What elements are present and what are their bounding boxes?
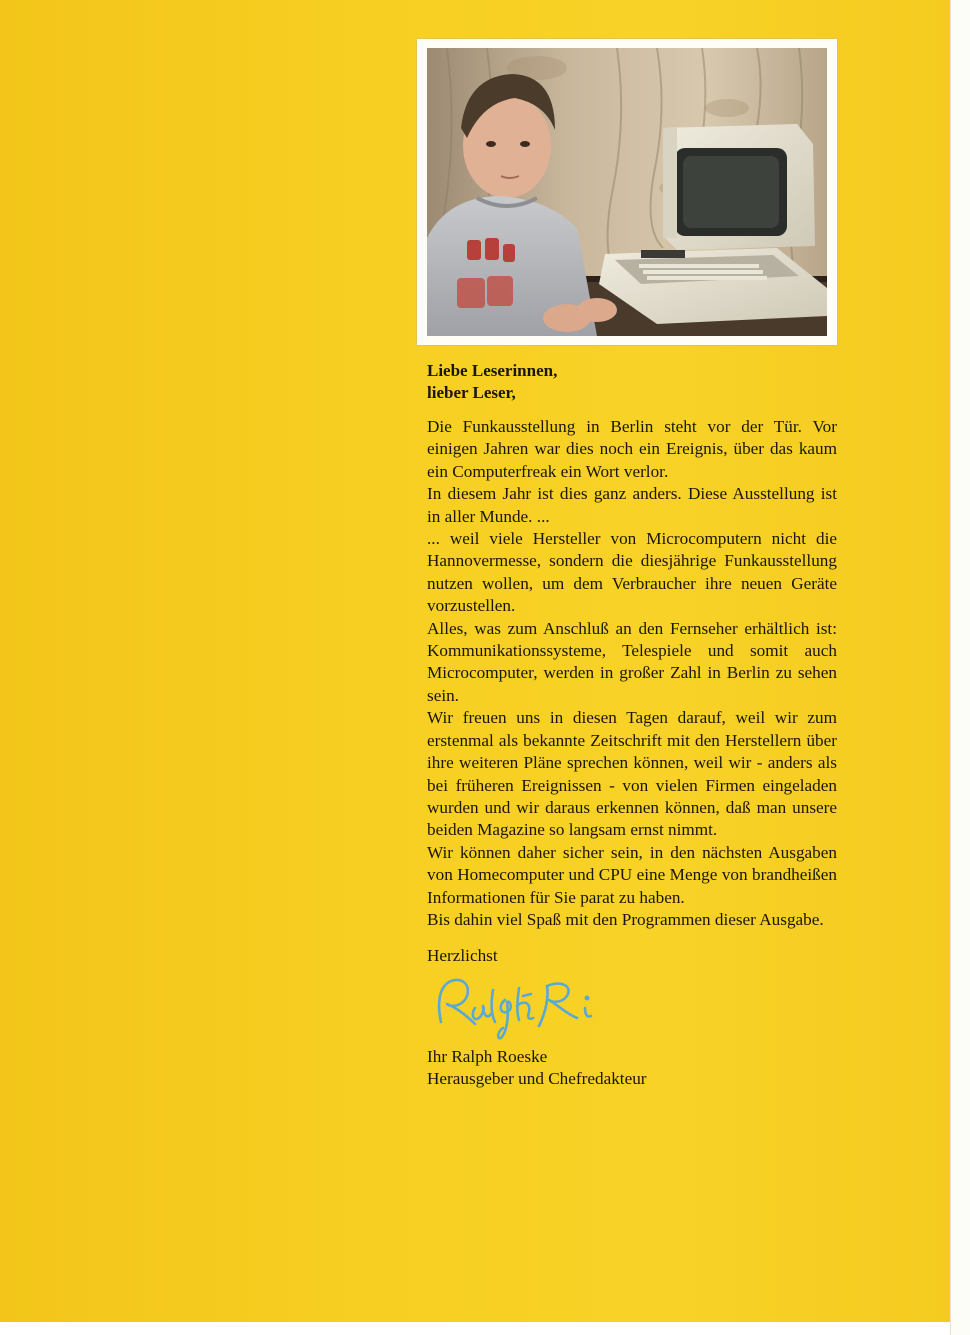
editor-photo-icon bbox=[427, 48, 827, 336]
editor-photo-frame bbox=[417, 39, 837, 345]
letter-paragraph: Wir können daher sicher sein, in den nächsten Ausgaben von Homecomputer und CPU eine Menge von brandheißen Informationen für Sie parat zu haben. bbox=[427, 842, 837, 907]
author-role: Herausgeber und Chefredakteur bbox=[427, 1069, 647, 1089]
letter-author bbox=[427, 1046, 837, 1091]
greeting-line-1: Liebe Leserinnen, bbox=[427, 361, 558, 380]
letter-paragraph: Bis dahin viel Spaß mit den Programmen dieser Ausgabe. bbox=[427, 909, 824, 929]
page-edge bbox=[950, 0, 970, 1335]
greeting-line-2: lieber Leser, bbox=[427, 383, 516, 402]
signature-icon bbox=[427, 970, 627, 1046]
letter-body bbox=[427, 416, 837, 931]
author-name: Ihr Ralph Roeske bbox=[427, 1046, 548, 1066]
letter-paragraph: In diesem Jahr ist dies ganz anders. Diese Ausstellung ist in aller Munde. ... bbox=[427, 484, 837, 526]
letter-paragraph: Alles, was zum Anschluß an den Fernseher erhältlich ist: Kommunikationssysteme, Telespiele und somit auch Microcomputer, werden in großer Zahl in Berlin zu sehen sein. bbox=[427, 618, 837, 705]
letter-greeting bbox=[427, 360, 837, 404]
editorial-letter bbox=[427, 360, 837, 1091]
letter-paragraph: Die Funkausstellung in Berlin steht vor der Tür. Vor einigen Jahren war dies noch ein Ereignis, über das kaum ein Computerfreak ein Wort verlor. bbox=[427, 417, 837, 481]
letter-paragraph: ... weil viele Hersteller von Microcomputern nicht die Hannovermesse, sondern die diesjährige Funkausstellung nutzen wollen, um dem Verbraucher ihre neuen Geräte vorzustellen. bbox=[427, 529, 837, 616]
letter-paragraph: Wir freuen uns in diesen Tagen darauf, weil wir zum erstenmal als bekannte Zeitschrift mit den Herstellern über ihre weiteren Pläne sprechen können, weil wir - anders als bei früheren Ereignissen - von vielen Firmen eingeladen wurden und wir daraus erkennen können, daß man unsere beiden Magazine so langsam ernst nimmt. bbox=[427, 708, 837, 840]
handwritten-signature bbox=[427, 970, 837, 1046]
letter-closing: Herzlichst bbox=[427, 946, 498, 966]
editor-photo bbox=[427, 48, 827, 336]
